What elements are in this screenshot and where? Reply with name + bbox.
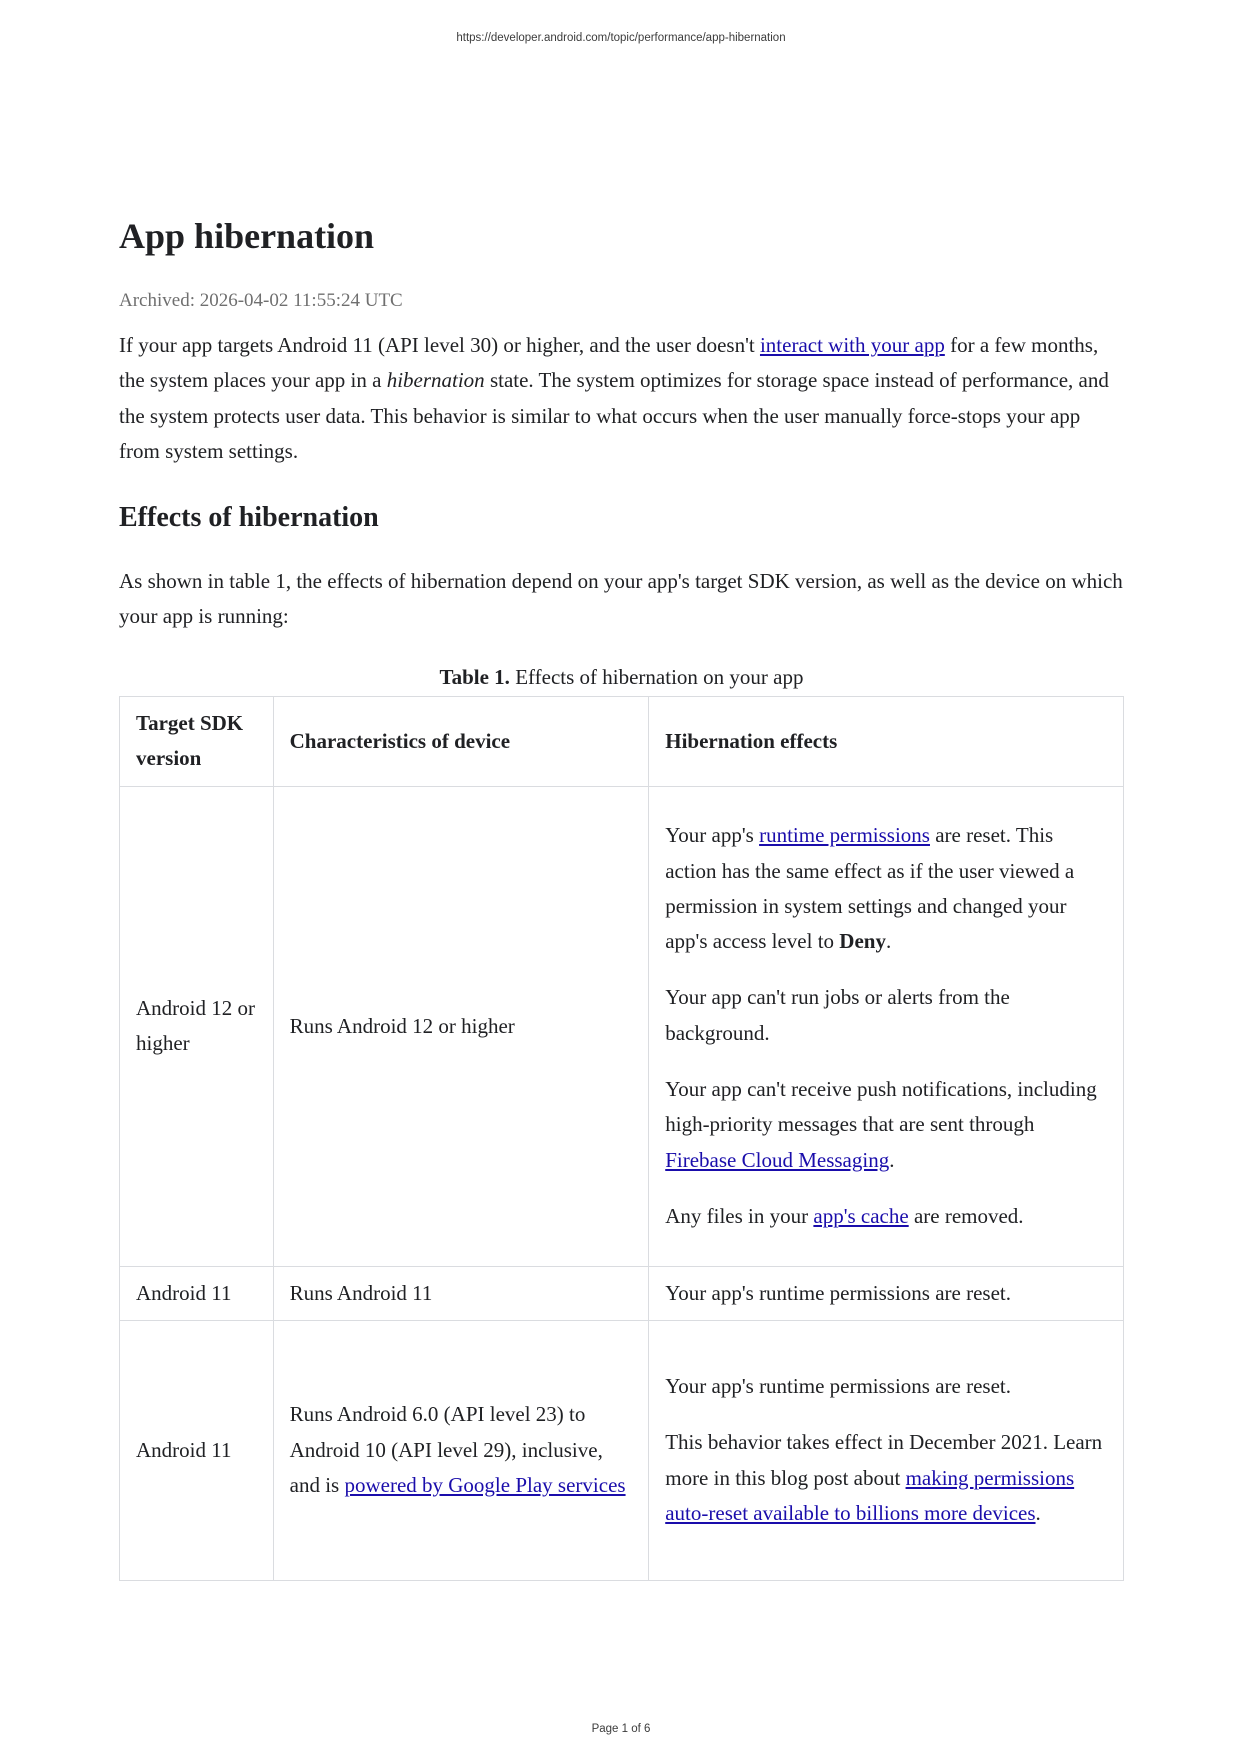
cell-effects	[649, 1320, 1124, 1580]
table-caption: Table 1. Effects of hibernation on your app	[439, 664, 804, 689]
cell-effects	[649, 786, 1124, 1266]
effect-permissions-reset: Your app's runtime permissions are reset.	[665, 1374, 1011, 1399]
page-title: App hibernation	[119, 216, 375, 256]
effect-no-background-jobs: Your app can't run jobs or alerts from the background.	[665, 985, 1010, 1045]
cell-device: Runs Android 12 or higher	[273, 786, 649, 1266]
page-url-header: https://developer.android.com/topic/performance/app-hibernation	[456, 32, 786, 44]
page-number-footer: Page 1 of 6	[591, 1723, 651, 1735]
hibernation-effects-table	[119, 696, 1124, 1581]
interact-with-your-app-link[interactable]: interact with your app	[759, 333, 945, 357]
effect-permissions-reset: Your app's runtime permissions are reset. This action has the same effect as if the user viewed a permission in system settings and changed your app's access level to Deny.	[665, 823, 1075, 954]
table-row	[120, 1320, 1124, 1580]
table-row	[120, 1266, 1124, 1320]
cell-target-sdk: Android 11	[120, 1266, 274, 1320]
section-heading: Effects of hibernation	[119, 502, 379, 534]
effect-december-2021-note: This behavior takes effect in December 2021. Learn more in this blog post about making permissions auto-reset available to billions more devices.	[665, 1430, 1103, 1526]
header-target-sdk: Target SDK version	[120, 696, 274, 786]
header-device-characteristics: Characteristics of device	[273, 696, 649, 786]
header-hibernation-effects: Hibernation effects	[649, 696, 1124, 786]
blog-post-link[interactable]: making permissions auto-reset available to billions more devices	[665, 1465, 1075, 1526]
cell-target-sdk: Android 11	[120, 1320, 274, 1580]
runtime-permissions-link[interactable]: runtime permissions	[759, 823, 930, 848]
powered-by-google-play-services-link[interactable]: powered by Google Play services	[344, 1472, 626, 1497]
firebase-cloud-messaging-link[interactable]: Firebase Cloud Messaging	[665, 1147, 890, 1172]
section-intro-paragraph: As shown in table 1, the effects of hibernation depend on your app's target SDK version, as well as the device on which your app is running:	[119, 569, 1123, 629]
cell-effects: Your app's runtime permissions are reset.	[649, 1266, 1124, 1320]
article-content	[119, 205, 1124, 1581]
intro-paragraph: If your app targets Android 11 (API level 30) or higher, and the user doesn't interact with your app for a few months, the system places your app in a hibernation state. The system optimizes for storage space instead of performance, and the system protects user data. This behavior is similar to what occurs when the user manually force-stops your app from system settings.	[119, 333, 1109, 463]
table-row	[120, 786, 1124, 1266]
apps-cache-link[interactable]: app's cache	[813, 1203, 909, 1228]
cell-device: Runs Android 6.0 (API level 23) to Android 10 (API level 29), inclusive, and is powered by Google Play services	[273, 1320, 649, 1580]
archived-timestamp: Archived: 2026-04-02 11:55:24 UTC	[119, 290, 403, 311]
effect-cache-removed: Any files in your app's cache are removed.	[665, 1203, 1024, 1228]
effect-no-push-notifications: Your app can't receive push notifications, including high-priority messages that are sent through Firebase Cloud Messaging.	[665, 1077, 1097, 1172]
cell-device: Runs Android 11	[273, 1266, 649, 1320]
table-header-row	[120, 696, 1124, 786]
cell-target-sdk: Android 12 or higher	[120, 786, 274, 1266]
